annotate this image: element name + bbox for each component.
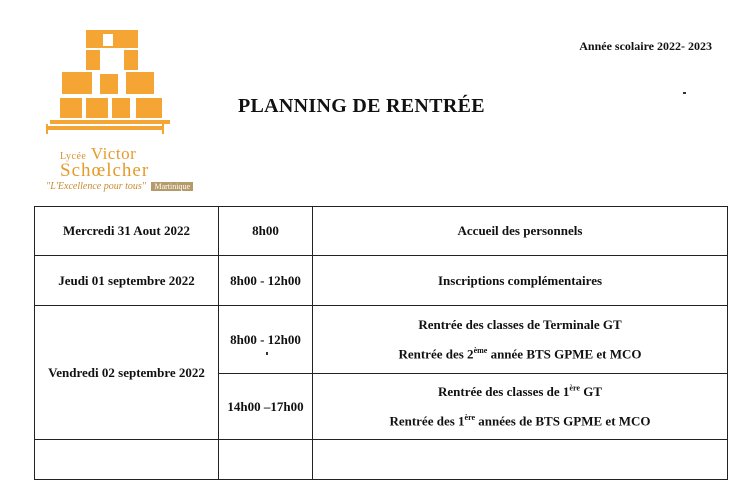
logo-motto (46, 181, 193, 192)
logo-motto-text: "L'Excellence pour tous" (46, 181, 146, 192)
row-time: 8h00 - 12h00 (219, 256, 313, 306)
row-event: Inscriptions complémentaires (313, 256, 728, 306)
table-row (35, 207, 728, 256)
school-logo (40, 26, 202, 192)
row-time: 8h00 (219, 207, 313, 256)
row-date: Jeudi 01 septembre 2022 (35, 256, 219, 306)
scan-speck (683, 92, 686, 94)
row-event (313, 306, 728, 374)
logo-name-last: Schœlcher (60, 160, 150, 181)
row-event (313, 374, 728, 440)
row-time: 8h00 - 12h00 (219, 306, 313, 374)
school-year: Année scolaire 2022- 2023 (579, 39, 712, 53)
table-row (35, 306, 728, 374)
schedule-table (34, 206, 728, 480)
event-line: Rentrée des classes de 1ère GT (438, 383, 602, 399)
event-line: Rentrée des 2ème année BTS GPME et MCO (398, 345, 642, 362)
row-date: Vendredi 02 septembre 2022 (35, 306, 219, 440)
logo-name-first: Victor (90, 144, 137, 163)
table-row (35, 256, 728, 306)
event-line: Rentrée des 1ère années de BTS GPME et MCO (389, 413, 651, 429)
page-title: PLANNING DE RENTRÉE (238, 95, 485, 117)
row-date: Mercredi 31 Aout 2022 (35, 207, 219, 256)
event-line: Rentrée des classes de Terminale GT (418, 316, 622, 332)
logo-name-prefix: Lycée (60, 151, 87, 162)
logo-region-badge: Martinique (151, 182, 193, 191)
row-event: Accueil des personnels (313, 207, 728, 256)
row-time: 14h00 –17h00 (219, 374, 313, 440)
school-building-icon (46, 26, 196, 138)
